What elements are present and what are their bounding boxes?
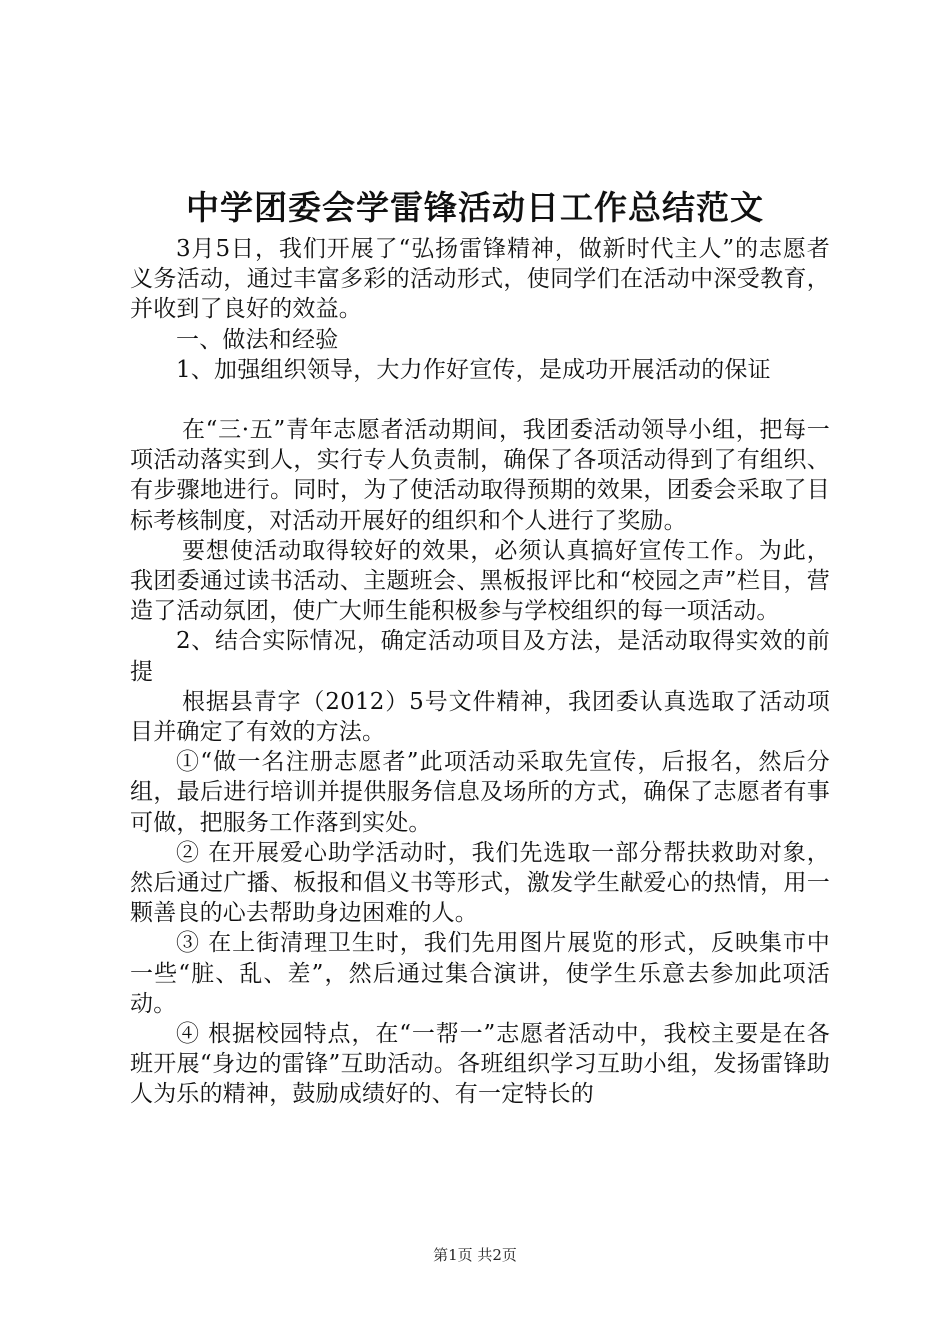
heading-subsection-2: 2、结合实际情况，确定活动项目及方法，是活动取得实效的前提 <box>130 628 830 685</box>
paragraph-organization: 在“三·五”青年志愿者活动期间，我团委活动领导小组，把每一项活动落实到人，实行专人负责制，确保了各项活动得到了有组织、有步骤地进行。同时，为了使活动取得预期的效果，团委会采取了目标考核制度，对活动开展好的组织和个人进行了奖励。 <box>130 417 830 534</box>
heading-subsection-1: 1、加强组织领导，大力作好宣传，是成功开展活动的保证 <box>176 356 771 383</box>
paragraph-document-basis: 根据县青字（2012）5号文件精神，我团委认真选取了活动项目并确定了有效的方法。 <box>130 688 830 746</box>
heading-section-1: 一、做法和经验 <box>176 326 339 353</box>
paragraph-intro: 3月5日，我们开展了“弘扬雷锋精神，做新时代主人”的志愿者义务活动，通过丰富多彩的活动形式，使同学们在活动中深受教育，并收到了良好的效益。 <box>130 236 830 323</box>
document-title: 中学团委会学雷锋活动日工作总结范文 <box>186 188 764 227</box>
list-item-2: ② 在开展爱心助学活动时，我们先选取一部分帮扶救助对象，然后通过广播、板报和倡义书等形式，激发学生献爱心的热情，用一颗善良的心去帮助身边困难的人。 <box>130 839 830 927</box>
list-item-1: ①“做一名注册志愿者”此项活动采取先宣传，后报名，然后分组，最后进行培训并提供服务信息及场所的方式，确保了志愿者有事可做，把服务工作落到实处。 <box>130 749 830 836</box>
paragraph-publicity: 要想使活动取得较好的效果，必须认真搞好宣传工作。为此，我团委通过读书活动、主题班会、黑板报评比和“校园之声”栏目，营造了活动氛团，使广大师生能积极参与学校组织的每一项活动。 <box>130 537 830 625</box>
page-number-footer: 第1页 共2页 <box>433 1246 517 1264</box>
document-body <box>130 234 830 1110</box>
list-item-4: ④ 根据校园特点，在“一帮一”志愿者活动中，我校主要是在各班开展“身边的雷锋”互助活动。各班组织学习互助小组，发扬雷锋助人为乐的精神，鼓励成绩好的、有一定特长的 <box>130 1021 830 1108</box>
list-item-3: ③ 在上街清理卫生时，我们先用图片展览的形式，反映集市中一些“脏、乱、差”，然后通过集合演讲，使学生乐意去参加此项活动。 <box>130 930 830 1017</box>
